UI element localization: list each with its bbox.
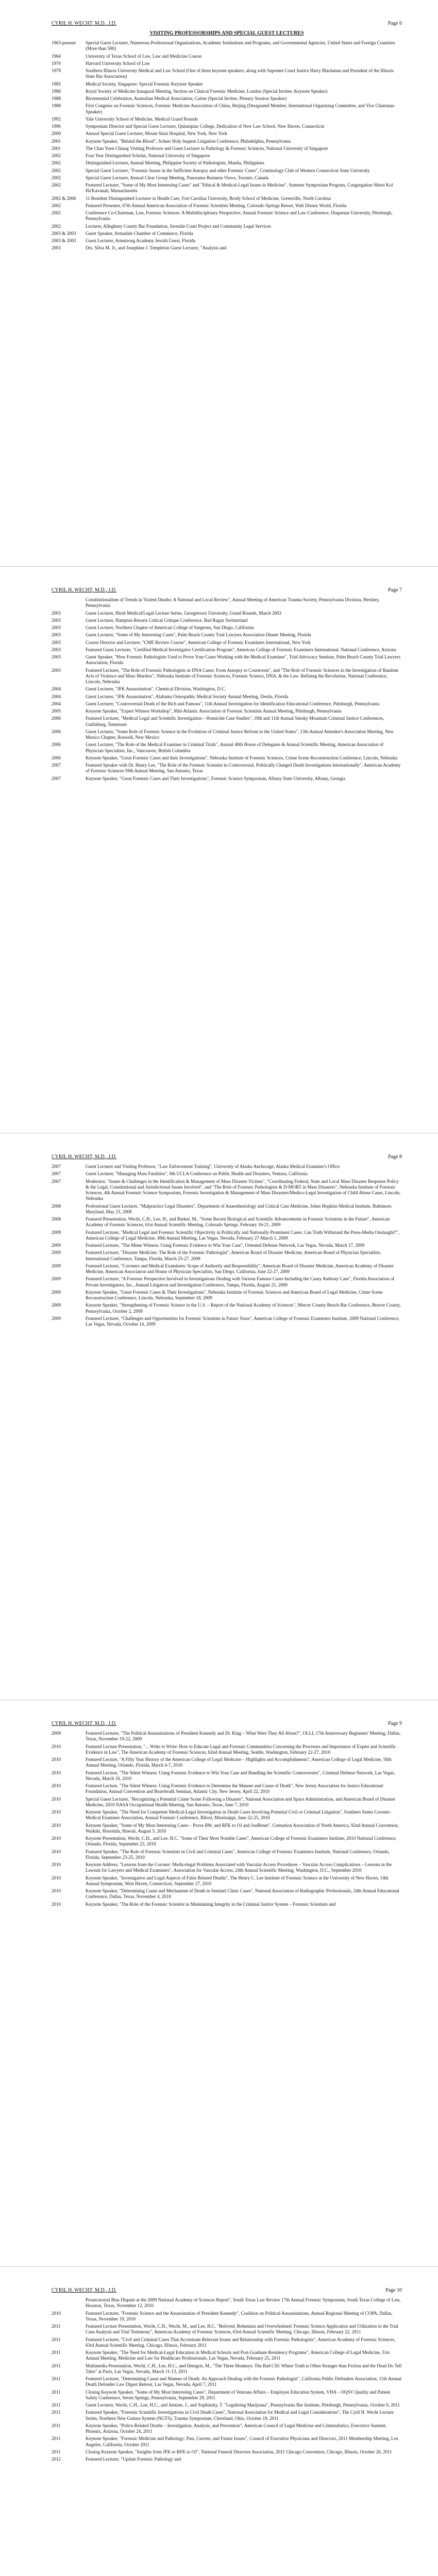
header-name: CYRIL H. WECHT, M.D., J.D.: [52, 1154, 117, 1160]
entry-text: Distinguished Lecturer, Annual Meeting, Philippine Society of Pathologists, Manila, Philippines: [86, 160, 264, 166]
entry-year: 2002: [52, 202, 61, 208]
cv-page: [0, 0, 438, 567]
entry-text: Featured Speaker with Dr. Henry Lee, "The Role of the Forensic Scientist in Controversial, Politically Charged Death Investigations Internationally", American Academy of Forensic Sciences 59th Annual Meeting, San Antonio, Texas: [86, 762, 401, 774]
entry-text: Four Year Distinguished Scholar, National University of Singapore: [86, 153, 210, 158]
entry-year: 1985: [52, 81, 61, 87]
entry-text: Keynote Speaker, "The Need for Medical-Legal Education in Medical Schools and Post-Graduate Residency Programs", American College of Legal Medicine, 51st Annual Meeting, Medicine and Law for Healthcare Professionals, Las Vegas, Nevada, February 25, 2011: [86, 2350, 390, 2361]
entry-text: Keynote Speaker, "Investigative and Legal Aspects of False Belated Deaths", The Henry C. Lee Institute of Forensic Science at the University of New Haven, 14th Annual Symposium, West Haven, Connecticut, September 27, 2010: [86, 1875, 389, 1886]
entry-year: 2011: [52, 2336, 61, 2342]
entry-year: 2011: [52, 2410, 61, 2415]
list-item: [52, 2423, 402, 2435]
entry-text: Professional Guest Lecturer, "Malpractice Legal Disasters", Department of Anaesthesiology and Critical Care Medicine, Johns Hopkins Medical Institute, Baltimore, Maryland, May 23, 2008: [86, 1203, 393, 1214]
entry-year: 2010: [52, 1796, 61, 1802]
list-item: [52, 701, 402, 707]
entry-text: 11 Resident Distinguished Lecturer in Health Care, Fort Carolina University, Brody School of Medicine, Greenville, North Carolina: [86, 195, 331, 201]
entry-year: 2010: [52, 1849, 61, 1854]
list-item: [52, 2376, 402, 2388]
entry-year: 2011: [52, 2363, 61, 2368]
entry-text: Closing Keynote Speaker, "Some of My Most Interesting Cases", Department of Veterans Affairs – Employee Education System, VHA – OQSV Quality and Patient Safety Conference, Seven Springs, Pennsylvania, September 29, 2011: [86, 2389, 391, 2400]
entry-text: Keynote Speaker, "The Need for Competent Medical-Legal Investigation in Death Cases Involving Potential Civil or Criminal Litigation", Southern States Coroner-Medical Examiner Association, Annual Forensic Conference, Biloxi, Mississippi, June 22-25, 2010: [86, 1809, 391, 1821]
entry-year: 2002: [52, 153, 61, 158]
list-item: [52, 103, 402, 115]
list-item: [52, 1263, 402, 1275]
entry-text: Special Guest Lecturer, "Forensic Issues in the Sufficient Autopsy and other Forensic Cases", Criminology Club of Western Connecticut State University: [86, 167, 370, 173]
entry-text: Keynote Address, "Lessons from the Coroner: Medicolegal Problems Associated with Vascular Access Procedures – Vascular Access Complications – Lessons in the Lawsuit for Lawyers and Medical Examiners", Association for Vascular Access, 24th Annual Scientific Meeting, Washington, D.C., September 2010: [86, 1862, 392, 1873]
entry-text: Multimedia Presentation, Wecht, C.H., Lee, H.C., and Denigris, M., "The Three Monkeys: The Bad CSI: Where Truth is Often Stranger than Fiction and the Dead Do Tell Tales" at Paris, Las Vegas, Nevada, March 11-13, 2011: [86, 2363, 402, 2374]
list-item: [52, 597, 402, 609]
cv-page: [0, 1133, 438, 1700]
entry-text: Guest Lecturer and Visiting Professor, "Law Enforcement Training", University of Alaska Anchorage, Alaska Medical Examiner's Office: [86, 1164, 340, 1169]
list-item: [52, 1770, 402, 1782]
entry-text: Featured Presenter, 67th Annual American Association of Forensic Scientists Meeting, Colorado Springs Resort, Walt Disney World, Florida: [86, 202, 347, 208]
entry-year: 1986: [52, 88, 61, 94]
entry-year: 2006: [52, 742, 61, 748]
list-item: [52, 1250, 402, 1262]
list-item: [52, 139, 402, 144]
list-item: [52, 1230, 402, 1242]
entry-text: Lecturer, Allegheny County Bar Foundation, Juvenile Court Project and Community Legal Services: [86, 223, 271, 229]
entry-text: Constitutionalism of Trends in Violent Deaths: A National and Local Review", Annual Meeting of American Trauma Society, Pennsylvania Division, Hershey, Pennsylvania: [86, 597, 380, 608]
entry-text: Featured Lecturer, "Medical Legal and Scientific Investigation – Homicide Case Studies", 19th and 11th Annual Smoky Mountain Criminal Justice Conferences, Gatlinburg, Tennessee: [86, 716, 384, 727]
entry-text: Keynote Speaker, "Great Forensic Cases and Their Investigations", Forensic Science Symposium, Albany State University, Albany, Georgia: [86, 775, 345, 781]
header-name: CYRIL H. WECHT, M.D., J.D.: [52, 21, 117, 26]
list-item: [52, 762, 402, 774]
entry-year: 2003: [52, 632, 61, 638]
list-item: [52, 116, 402, 122]
list-item: [52, 68, 402, 80]
entry-year: 2011: [52, 2402, 61, 2408]
entry-text: Bicentennial Celebration, Australian Medical Association, Cairns (Special Invitee, Plenary Session Speaker): [86, 96, 287, 101]
entry-text: Featured Lecturer, "Coroners and Medical Examiners: Scope of Authority and Responsibility", American Board of Disaster Medicine, American Academy of Disaster Medicine, American Association and House of Physician Specialists, San Diego, California, June 22-27, 2009: [86, 1263, 394, 1274]
entry-text: Featured Lecturer, "The Political Assassinations of President Kennedy and Dr. King – What Were They All About?", OLLI, 17th Anniversary Beginners' Meeting, Dallas, Texas, November 19-22, 2009: [86, 1731, 401, 1742]
page-number: Page 10: [385, 2287, 402, 2293]
entry-text: Guest Lecturer, "JFK Assassination", Chemical Division, Washington, D.C.: [86, 686, 226, 692]
entry-text: Guest Lecturer, Hampton Resorts Critical Critique Conference, Bad Ragaz Switzerland: [86, 617, 248, 623]
list-item: [52, 1823, 402, 1835]
page-header: [52, 1154, 402, 1160]
list-item: [52, 776, 402, 782]
list-item: [52, 196, 402, 201]
cv-page: [0, 567, 438, 1133]
entry-year: 2011: [52, 2389, 61, 2395]
entry-year: 2010: [52, 1901, 61, 1907]
list-item: [52, 238, 402, 244]
list-item: [52, 1216, 402, 1228]
entry-text: Featured Lecturer, "Forensic Science and the Assassination of President Kennedy", Coalition on Political Assassinations, Annual Regional Meeting of COPA, Dallas, Texas, November 19, 2010: [86, 2310, 393, 2321]
entry-text: Southern Illinois University Medical and Law School (One of three keynote speakers, along with Supreme Court Justice Harry Blackmun and President of the Illinois State Bar Association): [86, 68, 394, 79]
entry-year: 1988: [52, 96, 61, 101]
entry-text: Keynote Speaker, "The Role of the Forensic Scientist in Maintaining Integrity in the Criminal Justice System – Forensic Scientists and: [86, 1901, 336, 1907]
entry-text: Guest Lecturer, "Controversial Death of the Rich and Famous", 11th Annual Investigation for Identification Educational Conference, Pittsburgh, Pennsylvania: [86, 701, 380, 706]
list-item: [52, 1875, 402, 1887]
entry-year: 2009: [52, 1289, 61, 1295]
entry-year: 2009: [52, 1302, 61, 1308]
entry-year: 2003: [52, 617, 61, 623]
entry-year: 2003: [52, 245, 61, 251]
list-item: [52, 1276, 402, 1288]
entry-text: Featured Lecturer, "Disaster Medicine: The Role of the Forensic Pathologist", American Board of Disaster Medicine, American Board of Physician Specialists, International Conference, Tampa, Florida, March 25-27, 2009: [86, 1250, 381, 1261]
list-item: [52, 1757, 402, 1769]
list-item: [52, 61, 402, 66]
list-item: [52, 1243, 402, 1248]
entry-text: Featured Lecturer, "Update Forensic Pathology and: [86, 2456, 181, 2462]
list-item: [52, 54, 402, 59]
list-item: [52, 96, 402, 101]
entry-year: 1992: [52, 116, 61, 122]
page-number: Page 6: [388, 21, 402, 26]
entry-text: Harvard University School of Law: [86, 60, 150, 66]
entry-year: 2011: [52, 2422, 61, 2428]
entry-text: Featured Lecturer, "Medical Legal and Forensic Scientific Objectivity in Politically and Nationally Prominent Cases: Can Truth Withstand the Press-Media Onslaught?", American College of Legal Medicine, 49th Annual Meeting, Las Vegas, Nevada, February 27-March 1, 2009: [86, 1229, 399, 1241]
entry-year: 2008: [52, 1216, 61, 1222]
entry-text: Featured Lecturer, "Determining Cause and Manner of Death: An Approach Dealing with the Forensic Pathologist", California Public Defenders Association, 11th Annual Death Defender Law Digest Retreat, Las Vegas, Nevada, April 7, 2011: [86, 2376, 402, 2387]
entry-year: 2010: [52, 1809, 61, 1815]
entry-year: 2010: [52, 1822, 61, 1828]
entry-year: 2002: [52, 167, 61, 173]
list-item: [52, 168, 402, 174]
list-item: [52, 640, 402, 646]
entry-text: Keynote Speaker, "Police-Related Deaths – Investigation, Analysis, and Prevention", American Council of Legal Medicine and Criminalistics, Executive Summit, Phoenix, Arizona, October 24, 2011: [86, 2422, 387, 2434]
entry-year: 2010: [52, 1836, 61, 1841]
list-item: [52, 755, 402, 761]
page-header: [52, 2287, 402, 2293]
entry-text: Special Guest Lecturer, Annual Clear Group Meeting, Panorama Business Views, Toronto, Canada: [86, 175, 269, 180]
list-item: [52, 2449, 402, 2455]
entry-year: 2003 & 2003: [52, 238, 76, 243]
entry-text: Keynote Speaker, "Expert Witness Workshop", Mid-Atlantic Association of Forensic Scientists Annual Meeting, Pittsburgh, Pennsylvania: [86, 708, 342, 714]
list-item: [52, 1290, 402, 1301]
list-item: [52, 1862, 402, 1874]
list-item: [52, 1797, 402, 1808]
list-item: [52, 742, 402, 754]
entry-year: 2002: [52, 160, 61, 166]
entry-year: 2006: [52, 728, 61, 734]
list-item: [52, 2311, 402, 2323]
entry-year: 2007: [52, 762, 61, 768]
entry-year: 2010: [52, 1783, 61, 1788]
entry-year: 2003: [52, 654, 61, 659]
entry-year: 2010: [52, 1743, 61, 1749]
entry-year: 1963-present: [52, 40, 76, 45]
entry-text: Featured Speaker, "Forensic Scientific Investigations in Civil Death Cases", National Association for Medical and Legal Considerations", The Cyril H. Wecht Lecture Series, Northern New Guinea System (NGTS), Trauma Symposium, Cleveland, Ohio, October 19, 2011: [86, 2410, 394, 2421]
header-name: CYRIL H. WECHT, M.D., J.D.: [52, 587, 117, 593]
entry-year: 2003 & 2003: [52, 230, 76, 236]
entry-year: 2009: [52, 1263, 61, 1268]
entry-year: 2002 & 2006: [52, 195, 76, 201]
list-item: [52, 2456, 402, 2462]
list-item: [52, 2402, 402, 2408]
entry-text: Annual Special Guest Lecturer, Mount Sinai Hospital, New York, New York: [86, 131, 227, 137]
entry-text: Keynote Speaker, "Forensic Medicine and Pathology: Past, Current, and Future Issues", Council of Executive Physicians and Directors, 2011 Membership Meeting, Los Angeles, California, October 2011: [86, 2436, 398, 2447]
list-item: [52, 175, 402, 181]
entry-text: Featured Lecture Presentation, "... Write to Write: How to Educate Legal and Forensic Communities Concerning the Processes and Importance of Expert and Scientific Evidence in Law", The American Academy of Forensic Sciences, 62nd Annual Meeting, Seattle, Washington, February 22-27, 2010: [86, 1743, 396, 1755]
entry-text: Featured Lecturer, "The Mime Witness: Using Forensic Evidence to Win Your Case", Oriented Defense Network, Las Vegas, Nevada, March 17, 2009: [86, 1243, 365, 1248]
entry-year: 2010: [52, 1757, 61, 1762]
list-item: [52, 146, 402, 151]
list-item: [52, 2337, 402, 2349]
entry-text: Keynote Speaker, "Great Forensic Cases & Their Investigations", Nebraska Institute of Forensic Sciences and American Board of Legal Medicine, Crime Scene Reconstruction Conference, Lincoln, Nebraska, September 18, 2009: [86, 1289, 383, 1300]
entry-text: Guest Lecturer, Wecht, C.H., Lee, H.C., and Jentzen, J., and Sophinsky, T. "Legalizing Marijuana", Pennsylvania Bar Institute, Pittsburgh, Pennsylvania, October 6, 2011: [86, 2402, 400, 2408]
list-item: [52, 729, 402, 741]
entry-text: Featured Guest Lecturer, "Certified Medical Investigator Certification Program", American College of Forensic Examiners International, National Conference, Arizona: [86, 647, 396, 652]
list-item: [52, 1836, 402, 1848]
entry-year: 2011: [52, 2324, 61, 2329]
entry-text: Guest Lecturer, "Some Role of Forensic Science in the Evolution of Criminal Justice Reform in the United States", 13th Annual Attendee's Association Meeting, New Mexico Chapter, Roswell, New Mexico: [86, 728, 394, 740]
entry-text: Closing Keynote Speaker, "Insights from JFK to RFK to OJ", National Funeral Directors Association, 2011 Chicago Convention, Chicago, Illinois, October 26, 2011: [86, 2449, 392, 2454]
list-item: [52, 1302, 402, 1314]
entry-year: 1979: [52, 68, 61, 73]
entry-year: 2012: [52, 2456, 61, 2462]
cv-page: [0, 2267, 438, 2576]
entry-year: 2009: [52, 1243, 61, 1248]
entry-text: Featured Lecturer, "Civil and Criminal Cases That Accentuate Relevant Issues and Relationship with Forensic Pathologists", American Academy of Forensic Sciences, 63rd Annual Scientific Meeting, Chicago, Illinois, February 2011: [86, 2336, 396, 2348]
list-item: [52, 618, 402, 623]
list-item: [52, 1888, 402, 1900]
entry-text: Drs. Silva M. Jr., and Josephine J. Templeton Guest Lecturer, "Analysis and: [86, 245, 227, 251]
entry-text: Guest Speaker, Armadale Chamber of Commerce, Florida: [86, 230, 193, 236]
entry-year: 2006: [52, 755, 61, 760]
list-item: [52, 1744, 402, 1756]
entry-text: Guest Lecturer, "Some of My Interesting Cases", Palm Beach County Trial Lawyers Association Dinner Meeting, Florida: [86, 632, 311, 638]
entry-year: 1964: [52, 53, 61, 59]
entry-year: 2002: [52, 175, 61, 180]
entry-text: Keynote Speaker, "Some of My Most Interesting Cases – Prove RW, and RFK to OJ and JonBenet", Cremation Association of North America, 92nd Annual Convention, Waikiki, Honolulu, Hawaii, August 5, 2010: [86, 1822, 399, 1834]
entry-text: Featured Lecturer, "Challenges and Opportunities for Forensic Scientists in Future Years", American College of Forensic Examiners Institute, 2009 National Conference, Las Vegas, Nevada, October 14, 2009: [86, 1315, 400, 1327]
entry-text: Keynote Speaker, "Strengthening of Forensic Science in the U.S. – Report of the National Academy of Sciences", Mercer County Bench-Bar Conference, Beaver County, Pennsylvania, October 2, 2009: [86, 1302, 401, 1314]
list-item: [52, 224, 402, 229]
page-number: Page 9: [388, 1721, 402, 1726]
header-name: CYRIL H. WECHT, M.D., J.D.: [52, 1721, 117, 1726]
entry-year: 1996: [52, 124, 61, 129]
entry-year: 2010: [52, 1888, 61, 1893]
entry-text: Featured Lecture, "The Silent Witness: Using Forensic Evidence to Win Your Case and Handling the Scientific Controversies", Criminal Defense Network, Las Vegas, Nevada, March 16, 2010: [86, 1770, 395, 1781]
entry-year: 2010: [52, 1770, 61, 1775]
entry-text: Keynote Speaker, "Behind the Blood", Scheer Holy Inquest Litigation Conference, Philadelphia, Pennsylvania: [86, 138, 291, 144]
entry-text: Yale University School of Medicine, Medical Grand Rounds: [86, 116, 198, 122]
list-item: [52, 694, 402, 700]
entry-text: Featured Lecture, "A Fifty Year History of the American College of Legal Medicine – Highlights and Accomplishments", American College of Legal Medicine, 50th Annual Meeting, Orlando, Florida, March 4-7, 2010: [86, 1757, 392, 1768]
list-item: [52, 647, 402, 653]
list-item: [52, 160, 402, 166]
entry-year: 2009: [52, 1229, 61, 1235]
list-item: [52, 2389, 402, 2401]
entry-year: 2007: [52, 1171, 61, 1177]
entry-year: [52, 597, 86, 609]
entry-year: 2010: [52, 1862, 61, 1867]
entry-year: 2003: [52, 625, 61, 630]
list-item: [52, 40, 402, 52]
entry-year: 2011: [52, 2350, 61, 2355]
entry-year: 2011: [52, 2449, 61, 2454]
list-item: [52, 1809, 402, 1821]
entry-text: Featured Lecture Presentation, Wecht, C.H., Wecht, M., and Lee, H.C. "Beloved, Bohemian and Overwhelmed: Forensic Science Application and Utilization in the Trial Case Analysis and Trial Testimony", American Academy of Forensic Sciences, 63rd Annual Scientific Meeting, Chicago, Illinois, February 22, 2011: [86, 2324, 398, 2335]
entry-year: 2001: [52, 138, 61, 144]
entry-year: 2004: [52, 686, 61, 692]
entry-text: University of Texas School of Law, Law and Medicine Course: [86, 53, 202, 59]
list-item: [52, 89, 402, 94]
list-item: [52, 708, 402, 714]
entry-text: Featured Presentation, Wecht, C.H., Lee, H., and Barker, M., "Some Recent Biological and Scientific Advancements in Forensic Scientists in the Future", American Academy of Forensic Sciences, 61st Annual Scientific Meeting, Colorado Springs, February 16-21, 2009: [86, 1216, 390, 1228]
list-item: [52, 1783, 402, 1795]
list-item: [52, 1204, 402, 1215]
entry-text: First Congress on Forensic Sciences, Forensic Medicine Association of China, Beijing (Designated Member, International Organizing Committee, and Vice Chairman-Speaker): [86, 103, 396, 114]
entry-year: 2009: [52, 1250, 61, 1256]
entry-text: Guest Lecturer, "Managing Mass Fatalities", 8th UCLA Conference on Public Health and Disasters, Ventura, California: [86, 1171, 308, 1177]
entry-year: 2009: [52, 1315, 61, 1321]
entry-text: Keynote Presentation, Wecht, C.H., and Lee, H.C. "Some of Their Most Notable Cases", American College of Forensic Examiners Institute, 2010 National Conference, Orlando, Florida, September 23, 2010: [86, 1836, 397, 1847]
entry-text: Prosecutorial Bias Dispute at the 2009 National Academy of Sciences Report", South Texas Law Review 17th Annual Forensic Symposium, South Texas College of Law, Houston, Texas, November 12, 2010: [86, 2297, 401, 2309]
list-item: [52, 668, 402, 685]
entry-text: Featured Speaker, "The Role of Forensic Scientists in Civil and Criminal Cases", American College of Forensic Examiners Institute, National Conference, Orlando, Florida, September 23-25, 2010: [86, 1849, 390, 1860]
entry-text: Keynote Speaker, "Great Forensic Cases and their Investigations", Nebraska Institute of Forensic Sciences, Crime Scene Reconstruction Conference, Lincoln, Nebraska: [86, 755, 398, 760]
list-item: [52, 2363, 402, 2375]
list-item: [52, 1164, 402, 1170]
entry-year: 2003: [52, 647, 61, 652]
entry-text: Guest Lecturer, "The Role of the Medical Examiner in Criminal Trials", Annual 40th House of Delegates & Annual Scientific Meeting, American Association of Physician Specialists, Inc., Vancouver, British Columbia: [86, 742, 384, 753]
list-item: [52, 654, 402, 666]
entry-text: Medical Society, Singapore: Special Forensic Keynote Speaker: [86, 81, 203, 87]
entry-text: Guest Lecturer, "JFK Assassination", Alabama Osteopathic Medical Society Annual Meeting, Destin, Florida: [86, 693, 289, 699]
page-number: Page 8: [388, 1154, 402, 1160]
list-item: [52, 2410, 402, 2421]
section-title: VISITING PROFESSORSHIPS AND SPECIAL GUEST LECTURES: [149, 30, 304, 36]
list-item: [52, 81, 402, 87]
entry-year: [52, 2297, 86, 2309]
list-item: [52, 625, 402, 631]
list-item: [52, 131, 402, 137]
list-item: [52, 2436, 402, 2448]
entry-year: 2003: [52, 667, 61, 673]
page-header: [52, 587, 402, 593]
entry-text: The Chan Yuen Chiang Visiting Professor and Guest Lecturer in Pathology & Forensic Sciences, National University of Singapore: [86, 145, 328, 151]
entry-text: Keynote Speaker, "Determining Cause and Mechanism of Death in Sentinel Clinic Cases", National Association of Radiographic Professionals, 24th Annual Educational Conference, Dallas, Texas, November 4, 2010: [86, 1888, 399, 1900]
entry-text: Special Guest Lecturer, Numerous Professional Organizations, Academic Institutions and Programs, and Governmental Agencies, United States and Foreign Countries (More than 500): [86, 40, 395, 52]
entry-text: Special Guest Lecturer, "Recognizing a Potential Crime Scene Following a Disaster", National Association and Space Administration, and American Board of Disaster Medicine, 2010 NASA Occupational Health Meeting, San Antonio, Texas, June 7, 2010: [86, 1796, 396, 1807]
list-item: [52, 231, 402, 236]
list-item: [52, 1902, 402, 1907]
entry-text: Featured Lecturer, "The Role of Forensic Pathologists in DNA Cases: From Autopsy to Courtroom", and "The Role of Forensic Sciences in the Investigation of Random Acts of Violence and Mass Murders", Nebraska Institute of Forensic Sciences, Forensic Science, DNA, & the Law: Refining the Revolution, National Conference, Lincoln, Nebraska: [86, 667, 399, 684]
list-item: [52, 2297, 402, 2309]
entry-year: 2005: [52, 708, 61, 714]
cv-page: [0, 1700, 438, 2267]
entry-text: Royal Society of Medicine Inaugural Meeting, Section on Clinical Forensic Medicine, London (Special Invitee, Keynote Speaker): [86, 88, 328, 94]
entry-year: 2009: [52, 1731, 61, 1736]
entry-year: 2007: [52, 775, 61, 781]
list-item: [52, 1316, 402, 1328]
header-name: CYRIL H. WECHT, M.D., J.D.: [52, 2287, 117, 2293]
entry-year: 2000: [52, 131, 61, 137]
entry-year: 2009: [52, 1276, 61, 1282]
list-item: [52, 245, 402, 251]
list-item: [52, 2324, 402, 2335]
list-item: [52, 2350, 402, 2362]
list-item: [52, 611, 402, 616]
entry-year: 2011: [52, 2376, 61, 2381]
page-header: [52, 21, 402, 26]
entry-text: Featured Lecturer, "Some of My Most Interesting Cases" and "Ethical & Medical-Legal Issues in Medicine", Summer Symposium Program, Congregation Shirei Kol Ha'Kavanah, Massachusetts: [86, 182, 393, 194]
entry-year: 2002: [52, 223, 61, 229]
list-item: [52, 1849, 402, 1861]
list-item: [52, 1731, 402, 1742]
entry-year: 2008: [52, 1203, 61, 1209]
entry-year: 2003: [52, 610, 61, 616]
list-item: [52, 686, 402, 692]
list-item: [52, 210, 402, 222]
entry-year: 2003: [52, 639, 61, 645]
list-item: [52, 716, 402, 727]
entry-year: 2007: [52, 1164, 61, 1169]
entry-year: 2007: [52, 1178, 61, 1184]
entry-text: Conference Co-Chairman, Law, Forensic Sciences: A Multidisciplinary Perspective, Annual Forensic Science and Law Conference, Duquesne University, Pittsburgh, Pennsylvania: [86, 210, 393, 222]
entry-year: 2010: [52, 1875, 61, 1880]
page-number: Page 7: [388, 587, 402, 593]
entry-year: 2001: [52, 145, 61, 151]
entry-year: 1988: [52, 103, 61, 109]
entry-year: 2004: [52, 701, 61, 706]
list-item: [52, 182, 402, 194]
list-item: [52, 632, 402, 638]
entry-text: Guest Lecturer, Hirsh Medical/Legal Lecture Series, Georgetown University, Grand Rounds, March 2003: [86, 610, 282, 616]
entry-text: Moderator, "Issues & Challenges in the Identification & Management of Mass Disaster Victims", "Coordinating Federal, State and Local Mass Disaster Response Policy & the Legal, Constitutional and Jurisdictional Issues Involved", and "The Role of Forensic Pathologists & D-MORT in Mass Disasters", Nebraska Institute of Forensic Sciences, 4th Annual Forensic Science Symposium, Forensic Investigation & Management of Mass Disasters/Medico-Legal Investigation of Child Abuse Cases, Lincoln, Nebraska: [86, 1178, 401, 1201]
list-item: [52, 153, 402, 159]
entry-year: 2006: [52, 716, 61, 721]
entry-text: Guest Lecturer, Armstrong Academy Jewish Guest, Florida: [86, 238, 196, 243]
entry-year: 1970: [52, 60, 61, 66]
list-item: [52, 203, 402, 209]
entry-text: Featured Lecture, "The Silent Witness: Using Forensic Evidence to Determine the Manner and Cause of Death", New Jersey Association for Justice Educational Foundation, Annual Convention and Boardwalk Seminar, Atlantic City, New Jersey, April 22, 2010: [86, 1783, 383, 1794]
list-item: [52, 1179, 402, 1202]
entry-text: Symposium Director and Special Guest Lecturer, Quinnipiac College, Dedication of New Law School, New Haven, Connecticut: [86, 124, 325, 129]
entry-text: Featured Lecturer, "A Forensic Perspective Involved in Investigations Dealing with Various Famous Cases Including the Casey Anthony Case", Florida Association of Private Investigators, Inc., Annual Litigation and Investigation Conference, Tampa, Florida, August 21, 2009: [86, 1276, 395, 1287]
entry-text: Course Director and Lecturer, "CME Review Course", American College of Forensic Examiners International, New York: [86, 639, 311, 645]
entry-year: 2002: [52, 182, 61, 188]
entry-text: Guest Speaker, "How Forensic Pathologists Used to Prove Your Cases Working with the Medical Examiner", Trial Advocacy Seminar, Palm Beach County Trial Lawyers Association, Florida: [86, 654, 401, 666]
page-header: [52, 1721, 402, 1726]
entry-year: 2002: [52, 210, 61, 215]
entry-text: Guest Lecturer, Northern Chapter of American College of Surgeons, San Diego, California: [86, 625, 254, 630]
entry-year: 2011: [52, 2436, 61, 2442]
entry-year: 2004: [52, 693, 61, 699]
list-item: [52, 1171, 402, 1177]
list-item: [52, 124, 402, 129]
entry-year: 2010: [52, 2310, 61, 2316]
